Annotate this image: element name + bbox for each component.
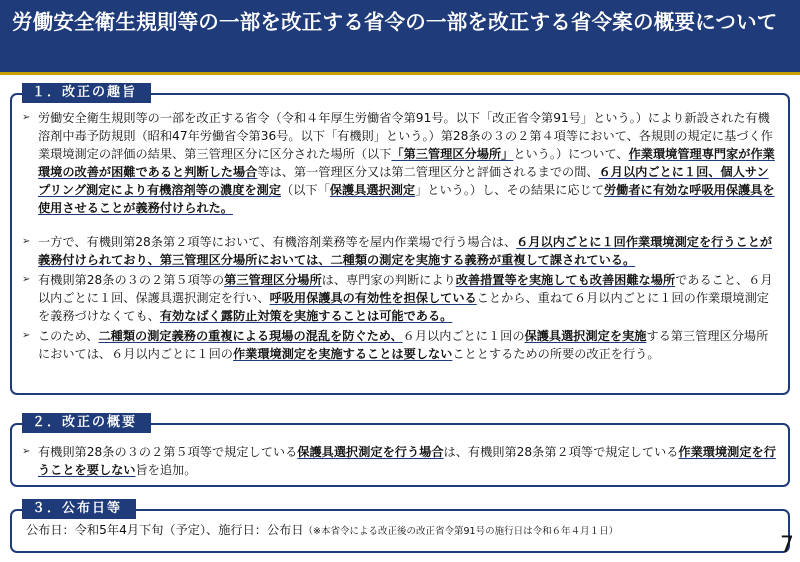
section-header-overview: ２．改正の概要 <box>22 413 151 433</box>
highlighted-text: 二種類の測定義務の重複による現場の混乱を防ぐため、 <box>98 329 403 343</box>
page-title: 労働安全衛生規則等の一部を改正する省令の一部を改正する省令案の概要について <box>12 10 778 34</box>
arrow-bullet-icon: ➢ <box>22 112 31 123</box>
text-segment: 有機則第28条の３の２第５項等で規定している <box>38 445 298 459</box>
highlighted-text: 作業環境測定を行うことを要しない <box>38 445 776 477</box>
section-dates <box>10 501 790 553</box>
overview-bullet-list <box>20 443 778 479</box>
text-segment: このため、 <box>38 329 99 343</box>
promulgation-date-line <box>26 521 618 541</box>
highlighted-text: 保護具選択測定を実施 <box>524 329 647 343</box>
purpose-bullet <box>20 233 778 271</box>
text-segment: ことから、重ねて６月以内ごとに１回の作業環境測定を義務づけなくても、 <box>38 291 769 323</box>
highlighted-text: 保護具選択測定 <box>329 183 416 197</box>
text-segment: は、専門家の判断により <box>321 273 456 287</box>
purpose-bullet-list <box>20 109 778 363</box>
title-bar <box>0 0 800 75</box>
date-text: 公布日：令和5年4月下旬（予定）、施行日：公布日 <box>26 523 304 537</box>
text-segment: 一方で、有機則第28条第２項等において、有機溶剤業務等を屋内作業場で行う場合は、 <box>38 235 517 249</box>
highlighted-text: 改善措置等を実施しても改善困難な場所 <box>455 273 676 287</box>
highlighted-text: 作業環境測定を実施することは要しない <box>233 347 453 361</box>
highlighted-text: 「第三管理区分場所」 <box>391 147 514 161</box>
overview-bullet <box>20 443 778 479</box>
purpose-bullet <box>20 109 778 233</box>
bullet-text <box>38 235 772 267</box>
highlighted-text: 労働者に有効な呼吸用保護具を使用させることが義務付けられた。 <box>38 183 775 215</box>
highlighted-text: 保護具選択測定を行う場合 <box>297 445 444 459</box>
highlighted-text: 有効なばく露防止対策を実施することは可能である。 <box>159 309 453 323</box>
section-purpose <box>10 85 790 395</box>
arrow-bullet-icon: ➢ <box>22 330 31 341</box>
highlighted-text: 作業環境管理専門家が作業環境の改善が困難であると判断した場合 <box>38 147 775 179</box>
bullet-text <box>38 273 773 323</box>
text-segment: 」という。）し、その結果に応じて <box>415 183 604 197</box>
text-segment: ６月以内ごとに１回の <box>402 329 525 343</box>
text-segment: 等は、第一管理区分又は第二管理区分と評価されるまでの間、 <box>257 165 599 179</box>
highlighted-text: ６月以内ごとに１回、個人サンプリング測定により有機溶剤等の濃度を測定 <box>38 165 769 197</box>
text-segment: という。）について、 <box>513 147 629 161</box>
text-segment: であること、６月以内ごとに１回、保護具選択測定を行い、 <box>38 273 773 305</box>
text-segment: こととするための所要の改正を行う。 <box>452 347 660 361</box>
text-segment: 有機則第28条の３の２第５項等の <box>38 273 225 287</box>
bullet-text <box>38 445 776 477</box>
bullet-text <box>38 329 768 361</box>
highlighted-text: 呼吸用保護具の有効性を担保している <box>269 291 477 305</box>
section-header-dates: ３．公布日等 <box>22 499 136 519</box>
highlighted-text: ６月以内ごとに１回作業環境測定を行うことが義務付けられており、第三管理区分場所においては、二種類の測定を実施する義務が重複して課されている。 <box>38 235 773 267</box>
text-segment: は、有機則第28条第２項等で規定している <box>443 445 679 459</box>
text-segment: 労働安全衛生規則等の一部を改正する省令（令和４年厚生労働省令第91号。以下「改正省令第91号」という。）により新設された有機溶剤中毒予防規則（昭和47年労働省令第36号。以下「有機則」という。）第28条の３の２第４項等において、各規則の規定に基づく作業環境測定の評価の結果、第三管理区分に区分された場所（以下 <box>38 111 773 161</box>
section-header-purpose: １．改正の趣旨 <box>22 83 151 103</box>
highlighted-text: 第三管理区分場所 <box>224 273 322 287</box>
page-number: 7 <box>780 533 794 558</box>
purpose-bullet <box>20 327 778 363</box>
date-note: （※本省令による改正後の改正省令第91号の施行日は令和６年４月１日） <box>303 526 619 537</box>
bullet-text <box>38 111 775 215</box>
arrow-bullet-icon: ➢ <box>22 236 31 247</box>
text-segment: する第三管理区分場所においては、６月以内ごとに１回の <box>38 329 769 361</box>
arrow-bullet-icon: ➢ <box>22 274 31 285</box>
text-segment: 旨を追加。 <box>135 463 197 477</box>
text-segment: （以下「 <box>281 183 330 197</box>
section-overview <box>10 415 790 487</box>
arrow-bullet-icon: ➢ <box>22 446 31 457</box>
purpose-bullet <box>20 271 778 327</box>
